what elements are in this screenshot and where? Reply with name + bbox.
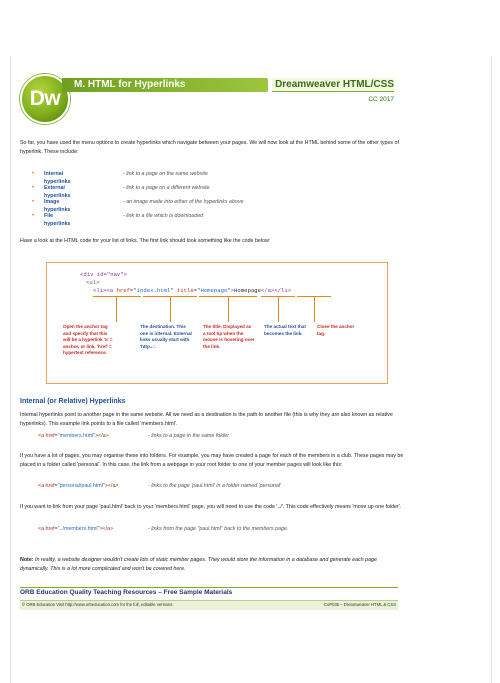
lead-paragraph: Have a look at the HTML code for your list of links. The first link should look something like the code below: <box>20 238 271 244</box>
note-text: In reality, a website designer wouldn't create lots of static member pages. They would store the information in a database and generate each page dynamically. This is a lot more complicated and won't be covered here. <box>20 557 377 572</box>
bullet-icon: • <box>32 213 35 219</box>
footer-copyright: © ORB Education Visit http://www.orbeducation.com for the full, editable versions. <box>22 602 174 607</box>
code-title-value: "Homepage" <box>197 287 231 294</box>
section-title-bar <box>62 78 268 92</box>
code-link-text: Homepage <box>234 287 261 294</box>
code-open-tag: <li><a <box>93 287 117 294</box>
example-code-3: <a href="../members.html"></a> - links from the page "paul.html" back to the members page. <box>38 526 289 532</box>
bullet-icon: • <box>32 185 35 191</box>
section-title: M. HTML for Hyperlinks <box>74 79 186 90</box>
footer-title: ORB Education Quality Teaching Resources – Free Sample Materials <box>20 589 233 596</box>
list-item-desc: - link to a page on a different website <box>123 185 210 191</box>
code-close-tags: </a></li> <box>260 287 292 294</box>
annotation-anchor-open: Open the anchor tag and specify that this will be a hyperlink 'a' = anchor, or link. 'href' = hypertext reference. <box>63 324 113 356</box>
product-name: Dreamweaver HTML/CSS <box>275 79 394 90</box>
annotation-anchor-close: Close the anchor tag. <box>317 324 355 336</box>
section-heading: Internal (or Relative) Hyperlinks <box>20 398 126 405</box>
footer-bar <box>20 600 398 610</box>
annotation-destination: The destination. This one is internal. External links usually start with 'http...'. <box>140 324 192 349</box>
paragraph-folders: If you have a lot of pages, you may organise these into folders. For example, you may have created a page for each of the members in a club. These pages may be placed in a folder called 'personal'. In this case, the link from a webpage in your root folder to one of your member pages will look like this: <box>20 453 404 468</box>
connector-line <box>228 296 229 322</box>
bullet-icon: • <box>32 199 35 205</box>
example-code-2: <a href="personal/paul.html"></a> - links to the page 'paul.html' in a folder named 'personal' <box>38 483 282 489</box>
bullet-icon: • <box>32 171 35 177</box>
code-href-attr: href= <box>116 287 134 294</box>
list-item-term: Internal hyperlinks <box>44 171 71 185</box>
footer-divider <box>20 587 398 588</box>
paragraph-internal: Internal hyperlinks point to another page in the same website. All we need as a destination is the path to another file (this is why they are also known as relative hyperlinks). This example link points to a file called 'members.html'. <box>20 412 393 427</box>
example-comment: - links to a page in the same folder <box>148 433 229 439</box>
example-code-1: <a href="members.html"></a> - links to a page in the same folder <box>38 433 229 439</box>
connector-line <box>170 296 171 322</box>
connector-line <box>116 296 117 322</box>
list-item-term: Image hyperlinks <box>44 199 71 213</box>
code-href-value: "index.html" <box>133 287 174 294</box>
version-label: CC 2017 <box>368 96 394 103</box>
code-line-div: <div id="nav"> <box>80 271 127 278</box>
product-banner <box>272 78 394 92</box>
note-paragraph <box>20 556 406 573</box>
example-comment: - links from the page "paul.html" back to the members page. <box>148 526 289 532</box>
list-item-term: External hyperlinks <box>44 185 71 199</box>
list-item-desc: - link to a file which is downloaded <box>123 213 204 219</box>
note-label: Note: <box>20 557 34 563</box>
intro-paragraph: So far, you have used the menu options to create hyperlinks which navigate between your pages. We will now look at the HTML behind some of the other types of hyperlink. These include: <box>20 140 399 155</box>
connector-line <box>278 296 279 322</box>
list-item-term: File hyperlinks <box>44 213 71 227</box>
bracket-line <box>93 296 141 297</box>
connector-line <box>314 296 315 322</box>
list-item-desc: - link to a page on the same website <box>123 171 208 177</box>
logo-text: Dw <box>29 87 61 110</box>
list-item-desc: - an image made into either of the hyperlinks above <box>123 199 244 205</box>
code-close-bracket: > <box>230 287 235 294</box>
example-comment: - links to the page 'paul.html' in a folder named 'personal' <box>148 483 282 489</box>
annotation-title: The title. Displayed as a tool tip when the mouse is hovering over the link. <box>203 324 255 349</box>
code-line-ul: <ul> <box>86 279 100 286</box>
code-figure <box>46 262 388 384</box>
code-line-anchor <box>93 287 291 295</box>
annotation-link-text: The actual text that becomes the link. <box>264 324 306 336</box>
footer-product-code: CoP035 – Dreamweaver HTML & CSS <box>324 602 396 607</box>
paragraph-parent-folder: If you want to link from your page 'paul.html' back to your 'members.html' page, you will need to use the code '../'. This code effectively means 'move up one folder'. <box>20 504 402 510</box>
code-title-attr: title= <box>173 287 198 294</box>
